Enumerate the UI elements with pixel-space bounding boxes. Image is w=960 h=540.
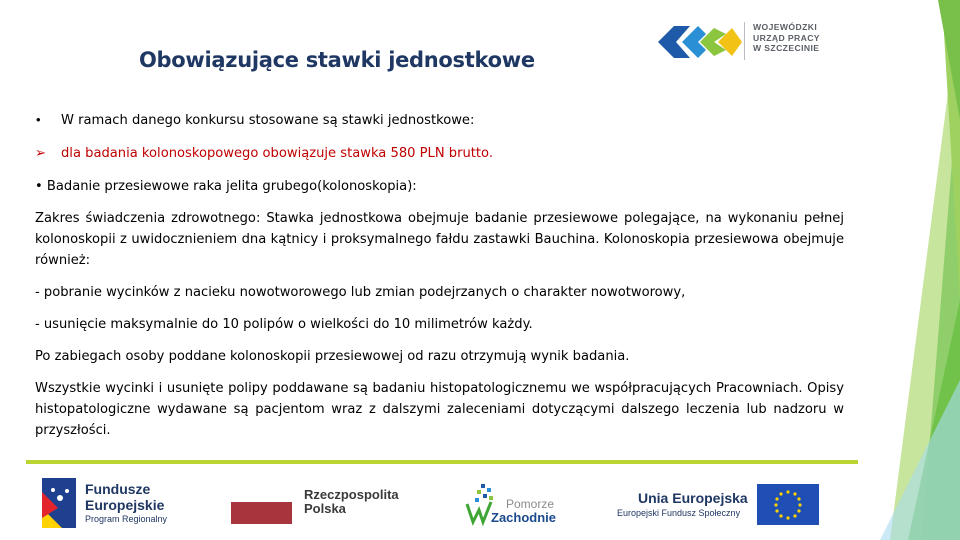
intro-text: W ramach danego konkursu stosowane są stawki jednostkowe: (61, 113, 475, 128)
pz-line-1: Pomorze (506, 497, 555, 511)
fundusze-europejskie-icon (42, 478, 76, 528)
list-item-polyps: - usunięcie maksymalnie do 10 polipów o wielkości do 10 milimetrów każdy. (35, 317, 533, 332)
rate-text: dla badania kolonoskopowego obowiązuje stawka 580 PLN brutto. (61, 146, 493, 161)
ue-title: Unia Europejska (638, 490, 748, 506)
divider-line (26, 460, 858, 464)
polish-flag-icon (231, 481, 292, 524)
fe-title-2: Europejskie (85, 496, 165, 513)
scope-paragraph: Zakres świadczenia zdrowotnego: Stawka jednostkowa obejmuje badanie przesiewowe polegające, na wykonaniu pełnej kolonoskopii z uwidocznieniem dna kątnicy i proksymalnego fałdu zastawki Bauchina. Kolonoskopia przesiewowa obejmuje również: (35, 211, 844, 268)
fe-title-1: Fundusze (85, 481, 151, 497)
rp-line-1: Rzeczpospolita (304, 487, 399, 502)
decorative-green-band (850, 0, 960, 540)
histopath-paragraph: Wszystkie wycinki i usunięte polipy poddawane są badaniu histopatologicznemu we współpracujących Pracowniach. Opisy histopatologiczne wydawane są pacjentom wraz z dalszymi zaleceniami dotyczącymi dalszego leczenia lub nadzoru w przyszłości. (35, 381, 844, 438)
content-body (35, 109, 844, 441)
page-title: Obowiązujące stawki jednostkowe (139, 48, 535, 72)
ue-subtitle: Europejski Fundusz Społeczny (617, 508, 741, 518)
eu-flag-icon (757, 484, 819, 525)
logo-line-2: URZĄD PRACY (753, 32, 820, 43)
fe-subtitle: Program Regionalny (85, 514, 168, 524)
logo-line-1: WOJEWÓDZKI (753, 22, 818, 32)
logo-line-3: W SZCZECINIE (753, 43, 820, 53)
list-item-biopsy: - pobranie wycinków z nacieku nowotworowego lub zmian podejrzanych o charakter nowotworowy, (35, 285, 686, 300)
logo-separator (744, 22, 745, 60)
result-paragraph: Po zabiegach osoby poddane kolonoskopii przesiewowej od razu otrzymują wynik badania. (35, 349, 630, 364)
subheading: • Badanie przesiewowe raka jelita grubego(kolonoskopia): (35, 179, 417, 194)
fe-logo-text (85, 482, 164, 513)
intro-item (35, 109, 844, 131)
arrow-bullet-icon: ➢ (35, 146, 46, 161)
bullet-icon: • (36, 112, 41, 127)
pz-line-2: Zachodnie (491, 510, 557, 525)
rp-line-2: Polska (304, 501, 346, 516)
rp-logo-text (304, 488, 399, 516)
rate-item (35, 143, 844, 164)
wup-logo-text (753, 22, 820, 54)
